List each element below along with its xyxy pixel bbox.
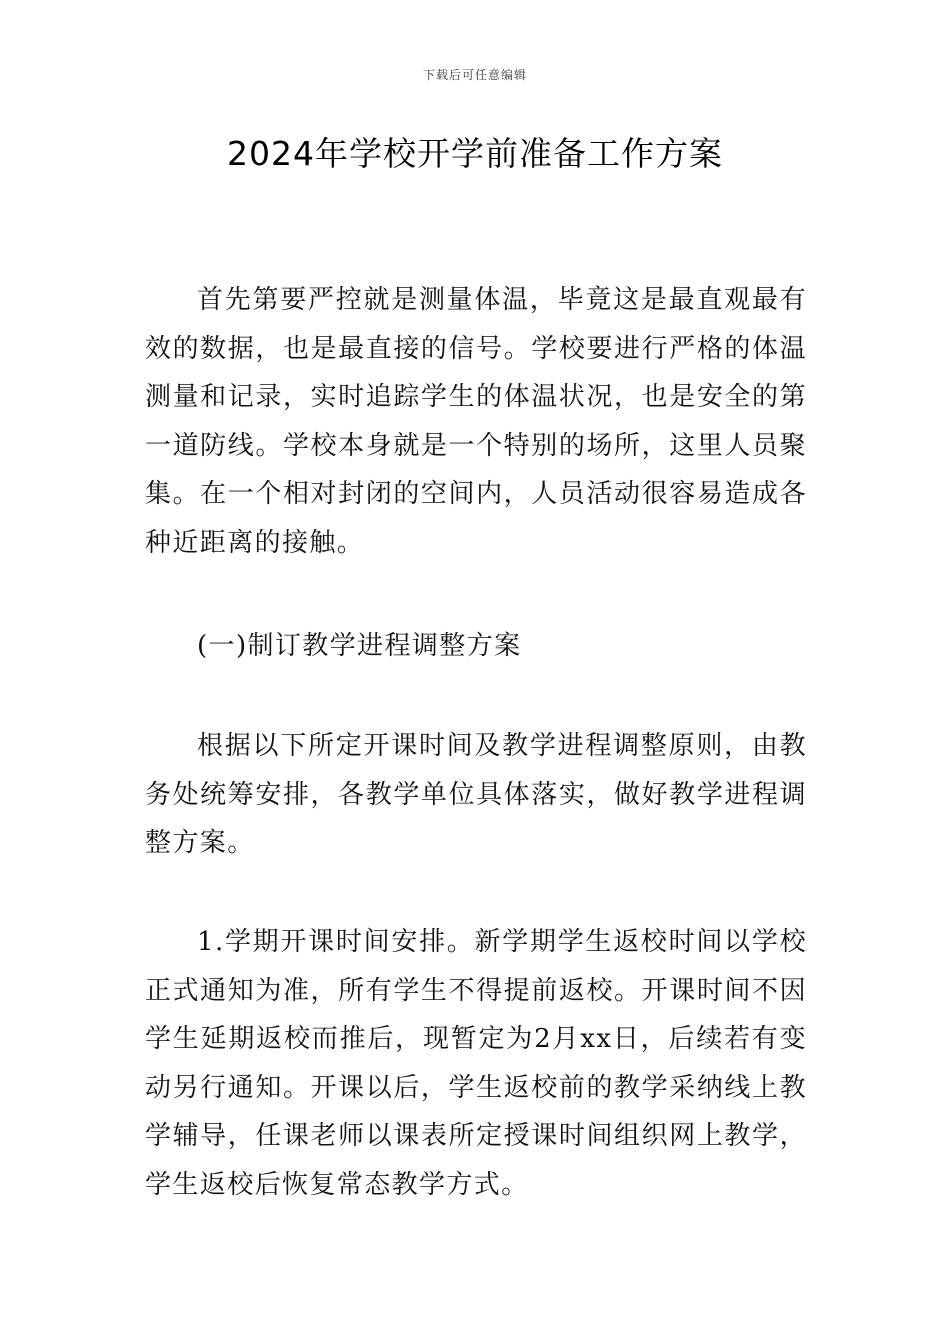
paragraph-body: 首先第要严控就是测量体温，毕竟这是最直观最有效的数据，也是最直接的信号。学校要进行严格的体温测量和记录，实时追踪学生的体温状况，也是安全的第一道防线。学校本身就是一个特别的场所，这里人员聚集。在一个相对封闭的空间内，人员活动很容易造成各种近距离的接触。: [145, 285, 807, 558]
paragraph-body: 根据以下所定开课时间及教学进程调整原则，由教务处统筹安排，各教学单位具体落实，做好教学进程调整方案。: [145, 731, 807, 859]
header-note: 下载后可任意编辑: [422, 68, 527, 82]
section-heading: (一)制订教学进程调整方案: [197, 631, 522, 661]
paragraph-body: 1.学期开课时间安排。新学期学生返校时间以学校正式通知为准，所有学生不得提前返校。开课时间不因学生延期返校而推后，现暂定为2月xx日，后续若有变动另行通知。开课以后，学生返校前的教学采纳线上教学辅导，任课老师以课表所定授课时间组织网上教学，学生返校后恢复常态教学方式。: [145, 927, 807, 1200]
document-title: 2024年学校开学前准备工作方案: [227, 134, 723, 173]
